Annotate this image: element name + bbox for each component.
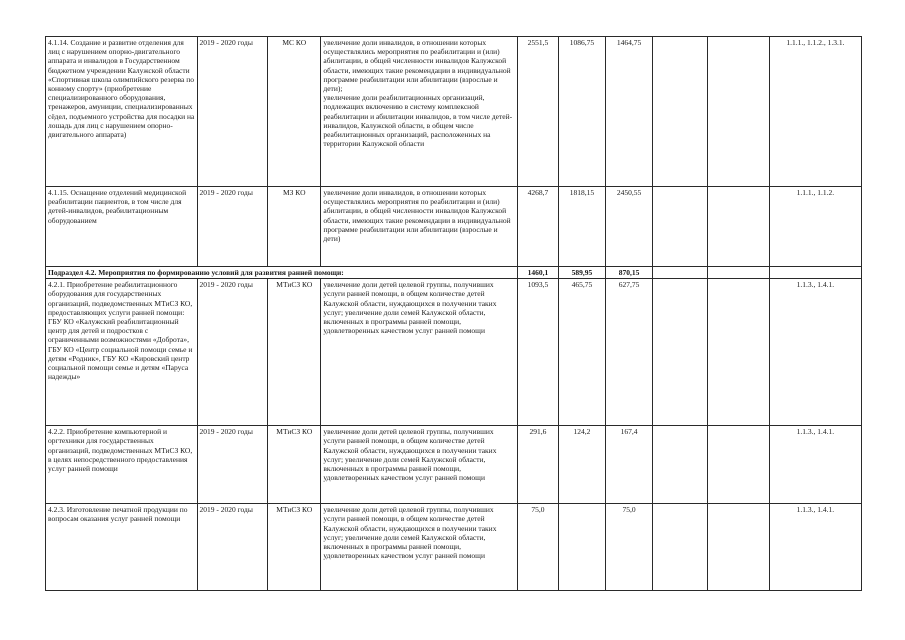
table-row bbox=[46, 504, 862, 591]
period-cell: 2019 - 2020 годы bbox=[197, 426, 268, 504]
total-cell: 1460,1 bbox=[517, 267, 558, 279]
program-table bbox=[45, 36, 862, 591]
year-2020-cell: 2450,55 bbox=[606, 187, 653, 267]
year-2019-cell: 1086,75 bbox=[558, 37, 605, 187]
indicator-cell: увеличение доли детей целевой группы, получивших услуги ранней помощи, в общем количестве детей Калужской области, нуждающихся в получении таких услуг; увеличение доли семей Калужской области, включенных в программы ранней помощи, удовлетворенных качеством услуг ранней помощи bbox=[321, 504, 518, 591]
indicator-cell: увеличение доли инвалидов, в отношении которых осуществлялись мероприятия по реабилитации и (или) абилитации, в общей численности инвалидов Калужской области, имеющих такие рекомендации в индивидуальной программе реабилитации или абилитации (взрослые и дети); увеличение доли реабилитационных организаций, подлежащих включению в систему комплексной реабилитации и абилитации инвалидов, в том числе детей-инвалидов, Калужской области, в общем числе реабилитационных организаций, расположенных на территории Калужской области bbox=[321, 37, 518, 187]
empty-cell bbox=[708, 504, 769, 591]
indicator-cell: увеличение доли детей целевой группы, получивших услуги ранней помощи, в общем количестве детей Калужской области, нуждающихся в получении таких услуг; увеличение доли семей Калужской области, включенных в программы ранней помощи, удовлетворенных качеством услуг ранней помощи bbox=[321, 279, 518, 426]
period-cell: 2019 - 2020 годы bbox=[197, 504, 268, 591]
empty-cell bbox=[653, 426, 708, 504]
table-row bbox=[46, 426, 862, 504]
table-row bbox=[46, 37, 862, 187]
empty-cell bbox=[708, 426, 769, 504]
codes-cell: 1.1.3., 1.4.1. bbox=[769, 504, 861, 591]
year-2019-cell: 589,95 bbox=[558, 267, 605, 279]
codes-cell: 1.1.3., 1.4.1. bbox=[769, 279, 861, 426]
year-2019-cell: 124,2 bbox=[558, 426, 605, 504]
measure-name: 4.2.3. Изготовление печатной продукции по вопросам оказания услуг ранней помощи bbox=[46, 504, 198, 591]
subsection-row bbox=[46, 267, 862, 279]
empty-cell bbox=[653, 37, 708, 187]
codes-cell: 1.1.1., 1.1.2., 1.3.1. bbox=[769, 37, 861, 187]
codes-cell: 1.1.3., 1.4.1. bbox=[769, 426, 861, 504]
year-2020-cell: 75,0 bbox=[606, 504, 653, 591]
period-cell: 2019 - 2020 годы bbox=[197, 279, 268, 426]
executor-cell: МТиСЗ КО bbox=[268, 426, 321, 504]
total-cell: 1093,5 bbox=[517, 279, 558, 426]
empty-cell bbox=[653, 267, 708, 279]
period-cell: 2019 - 2020 годы bbox=[197, 187, 268, 267]
codes-cell: 1.1.1., 1.1.2. bbox=[769, 187, 861, 267]
empty-cell bbox=[769, 267, 861, 279]
table-row bbox=[46, 279, 862, 426]
period-cell: 2019 - 2020 годы bbox=[197, 37, 268, 187]
empty-cell bbox=[653, 279, 708, 426]
year-2020-cell: 167,4 bbox=[606, 426, 653, 504]
measure-name: 4.1.14. Создание и развитие отделения для лиц с нарушением опорно-двигательного аппарата и инвалидов в Государственном бюджетном учреждении Калужской области «Спортивная школа олимпийского резерва по конному спорту» (приобретение специализированного оборудования, тренажеров, амуниции, специализированных сёдел, подъемного устройства для посадки на лошадь для лиц с нарушением опорно-двигательного аппарата) bbox=[46, 37, 198, 187]
subsection-title: Подраздел 4.2. Мероприятия по формированию условий для развития ранней помощи: bbox=[46, 267, 518, 279]
year-2020-cell: 627,75 bbox=[606, 279, 653, 426]
year-2019-cell bbox=[558, 504, 605, 591]
empty-cell bbox=[653, 187, 708, 267]
indicator-cell: увеличение доли инвалидов, в отношении которых осуществлялись мероприятия по реабилитации и (или) абилитации, в общей численности инвалидов Калужской области, имеющих такие рекомендации в индивидуальной программе реабилитации или абилитации (взрослые и дети) bbox=[321, 187, 518, 267]
executor-cell: МЗ КО bbox=[268, 187, 321, 267]
measure-name: 4.2.1. Приобретение реабилитационного оборудования для государственных организаций, подведомственных МТиСЗ КО, предоставляющих услуги ранней помощи: ГБУ КО «Калужский реабилитационный центр для детей и подростков с ограниченными возможностями «Доброта», ГБУ КО «Центр социальной помощи семье и детям «Родник», ГБУ КО «Кировский центр социальной помощи семье и детям «Паруса надежды» bbox=[46, 279, 198, 426]
indicator-cell: увеличение доли детей целевой группы, получивших услуги ранней помощи, в общем количестве детей Калужской области, нуждающихся в получении таких услуг; увеличение доли семей Калужской области, включенных в программы ранней помощи, удовлетворенных качеством услуг ранней помощи bbox=[321, 426, 518, 504]
year-2020-cell: 1464,75 bbox=[606, 37, 653, 187]
year-2020-cell: 870,15 bbox=[606, 267, 653, 279]
measure-name: 4.2.2. Приобретение компьютерной и оргтехники для государственных организаций, подведомственных МТиСЗ КО, в целях непосредственного предоставления услуг ранней помощи bbox=[46, 426, 198, 504]
total-cell: 4268,7 bbox=[517, 187, 558, 267]
year-2019-cell: 1818,15 bbox=[558, 187, 605, 267]
total-cell: 291,6 bbox=[517, 426, 558, 504]
empty-cell bbox=[708, 37, 769, 187]
executor-cell: МТиСЗ КО bbox=[268, 504, 321, 591]
empty-cell bbox=[653, 504, 708, 591]
total-cell: 75,0 bbox=[517, 504, 558, 591]
year-2019-cell: 465,75 bbox=[558, 279, 605, 426]
empty-cell bbox=[708, 279, 769, 426]
empty-cell bbox=[708, 267, 769, 279]
executor-cell: МТиСЗ КО bbox=[268, 279, 321, 426]
measure-name: 4.1.15. Оснащение отделений медицинской реабилитации пациентов, в том числе для детей-инвалидов, реабилитационным оборудованием bbox=[46, 187, 198, 267]
total-cell: 2551,5 bbox=[517, 37, 558, 187]
table-row bbox=[46, 187, 862, 267]
empty-cell bbox=[708, 187, 769, 267]
executor-cell: МС КО bbox=[268, 37, 321, 187]
